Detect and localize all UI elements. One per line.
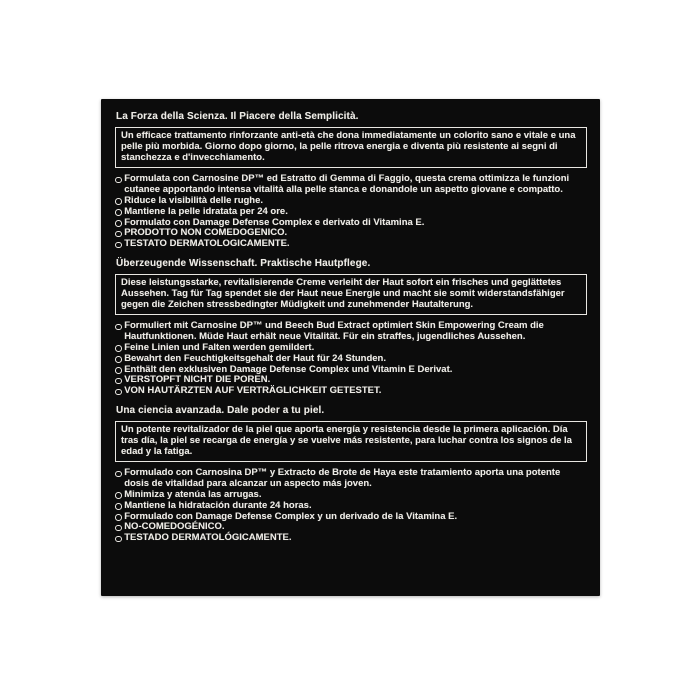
circle-bullet-icon xyxy=(115,345,122,352)
bullet-text: Riduce la visibilità delle rughe. xyxy=(124,194,264,206)
intro-paragraph-german: Diese leistungsstarke, revitalisierende Creme verleiht der Haut sofort ein frisches und geglättetes Aussehen. Tag für Tag spendet sie der Haut neue Energie und macht sie somit widerstandsfähiger gegen die Zeichen stressbedingter Müdigkeit und zunehmender Hautalterung. xyxy=(115,274,587,315)
circle-bullet-icon xyxy=(115,492,122,499)
bullet-item xyxy=(115,501,587,512)
bullet-item xyxy=(115,174,587,196)
circle-bullet-icon xyxy=(115,198,122,205)
bullet-text: NO-COMEDOGÉNICO. xyxy=(124,521,225,533)
circle-bullet-icon xyxy=(115,231,122,238)
section-title-italian: La Forza della Scienza. Il Piacere della Semplicità. xyxy=(116,111,359,122)
circle-bullet-icon xyxy=(115,471,122,478)
circle-bullet-icon xyxy=(115,378,122,385)
bullet-item xyxy=(115,468,587,490)
bullet-text: Formulato con Damage Defense Complex e derivato di Vitamina E. xyxy=(124,216,425,228)
bullet-text: Feine Linien und Falten werden gemildert. xyxy=(124,341,315,353)
section-title-spanish: Una ciencia avanzada. Dale poder a tu piel. xyxy=(116,404,325,416)
bullet-text: TESTATO DERMATOLOGICAMENTE. xyxy=(124,238,290,250)
bullet-text: Mantiene la pelle idratata per 24 ore. xyxy=(124,205,288,217)
circle-bullet-icon xyxy=(115,514,122,521)
section-spanish xyxy=(115,405,587,544)
circle-bullet-icon xyxy=(115,525,122,532)
bullet-item xyxy=(115,386,587,397)
bullet-text: Formulado con Carnosina DP™ y Extracto de Brote de Haya este tratamiento aporta una potente dosis de vitalidad para alcanzar un aspecto más joven. xyxy=(124,467,561,490)
intro-paragraph-italian: Un efficace trattamento rinforzante anti-età che dona immediatamente un colorito sano e vitale e una pelle più morbida. Giorno dopo giorno, la pelle ritrova energia e diventa più resistente ai segni di stanchezza e d'invecchiamento. xyxy=(115,127,587,168)
bullet-text: Formulado con Damage Defense Complex y un derivado de la Vitamina E. xyxy=(124,510,458,522)
circle-bullet-icon xyxy=(115,209,122,216)
bullet-item xyxy=(115,321,587,343)
circle-bullet-icon xyxy=(115,536,122,543)
bullet-text: VERSTOPFT NICHT DIE POREN. xyxy=(124,374,271,386)
circle-bullet-icon xyxy=(115,220,122,227)
bullet-text: Formulata con Carnosine DP™ ed Estratto di Gemma di Faggio, questa crema ottimizza le funzioni cutanee apportando intensa vitalità alla pelle stanca e donandole un aspetto giovane e compatto. xyxy=(124,173,570,196)
section-title-german: Überzeugende Wissenschaft. Praktische Hautpflege. xyxy=(116,257,371,269)
bullet-item xyxy=(115,207,587,218)
circle-bullet-icon xyxy=(115,324,122,331)
circle-bullet-icon xyxy=(115,389,122,396)
bullet-text: Enthält den exklusiven Damage Defense Complex und Vitamin E Derivat. xyxy=(124,363,453,375)
bullet-item xyxy=(115,239,587,250)
section-italian xyxy=(115,111,587,250)
bullet-text: Minimiza y atenúa las arrugas. xyxy=(124,488,262,500)
bullet-text: Mantiene la hidratación durante 24 horas. xyxy=(124,499,312,511)
bullet-text: TESTADO DERMATOLÓGICAMENTE. xyxy=(124,532,292,544)
circle-bullet-icon xyxy=(115,503,122,510)
bullet-text: Bewahrt den Feuchtigkeitsgehalt der Haut für 24 Stunden. xyxy=(124,352,387,364)
bullet-text: PRODOTTO NON COMEDOGENICO. xyxy=(124,227,288,239)
product-label-panel xyxy=(101,99,600,596)
circle-bullet-icon xyxy=(115,242,122,249)
circle-bullet-icon xyxy=(115,356,122,363)
bullet-text: Formuliert mit Carnosine DP™ und Beech Bud Extract optimiert Skin Empowering Cream die Hautfunktionen. Müde Haut erhält neue Vitalität. Für ein straffes, jugendliches Aussehen. xyxy=(124,320,544,343)
bullet-text: VON HAUTÄRZTEN AUF VERTRÄGLICHKEIT GETESTET. xyxy=(124,385,382,397)
bullet-item xyxy=(115,354,587,365)
circle-bullet-icon xyxy=(115,177,122,184)
intro-paragraph-spanish: Un potente revitalizador de la piel que aporta energía y resistencia desde la primera aplicación. Día tras día, la piel se recarga de energía y se vuelve más resistente, para luchar contra los signos de la edad y la fatiga. xyxy=(115,421,587,462)
bullet-item xyxy=(115,533,587,544)
circle-bullet-icon xyxy=(115,367,122,374)
section-german xyxy=(115,258,587,397)
